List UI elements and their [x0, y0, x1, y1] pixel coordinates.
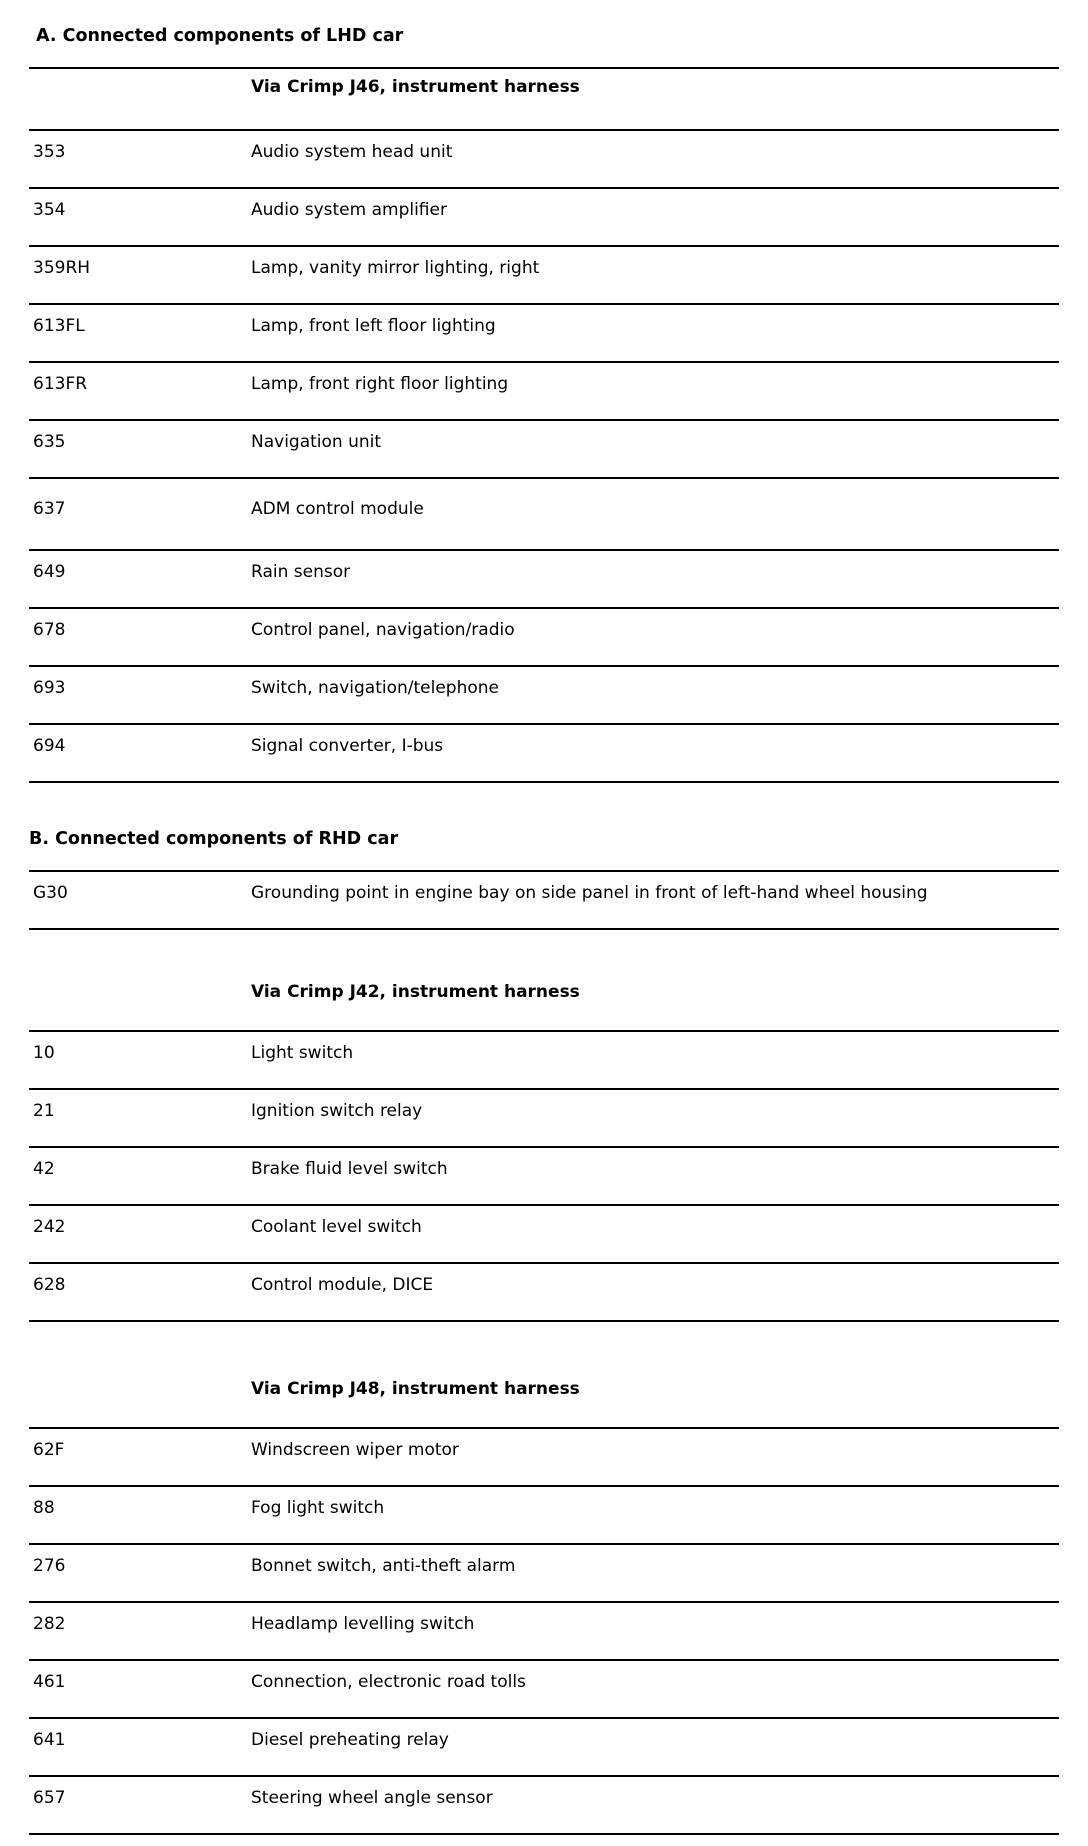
component-description: Diesel preheating relay — [251, 1730, 449, 1750]
table-row — [29, 725, 1059, 783]
table-row — [29, 421, 1059, 479]
component-code: 628 — [33, 1275, 66, 1295]
component-description: Connection, electronic road tolls — [251, 1672, 526, 1692]
table-row — [29, 189, 1059, 247]
group-title-j46: Via Crimp J46, instrument harness — [251, 77, 580, 97]
component-code: 282 — [33, 1614, 66, 1634]
component-code: 649 — [33, 562, 66, 582]
component-code: 657 — [33, 1788, 66, 1808]
group-title-j48: Via Crimp J48, instrument harness — [251, 1379, 580, 1399]
component-code: 62F — [33, 1440, 65, 1460]
component-description: Light switch — [251, 1043, 354, 1063]
table-row — [29, 1487, 1059, 1545]
component-code: 613FL — [33, 316, 85, 336]
section-b-title: B. Connected components of RHD car — [29, 829, 399, 849]
table-row — [29, 1264, 1059, 1322]
component-code: G30 — [33, 883, 68, 903]
table-row — [29, 667, 1059, 725]
table-row — [29, 1206, 1059, 1264]
table-row — [29, 1777, 1059, 1835]
component-description: Fog light switch — [251, 1498, 385, 1518]
component-code: 21 — [33, 1101, 55, 1121]
component-code: 641 — [33, 1730, 66, 1750]
table-header-row — [29, 982, 1059, 1032]
table-row — [29, 1661, 1059, 1719]
component-description: Lamp, front left floor lighting — [251, 316, 496, 336]
component-code: 88 — [33, 1498, 55, 1518]
component-description: Audio system amplifier — [251, 200, 447, 220]
component-code: 10 — [33, 1043, 55, 1063]
table-row — [29, 247, 1059, 305]
component-code: 353 — [33, 142, 66, 162]
table-row — [29, 609, 1059, 667]
component-description: ADM control module — [251, 499, 424, 519]
component-description: Control panel, navigation/radio — [251, 620, 515, 640]
component-description: Lamp, front right floor lighting — [251, 374, 509, 394]
component-description: Switch, navigation/telephone — [251, 678, 499, 698]
component-code: 635 — [33, 432, 66, 452]
component-description: Brake fluid level switch — [251, 1159, 448, 1179]
component-code: 359RH — [33, 258, 91, 278]
component-code: 461 — [33, 1672, 66, 1692]
table-row — [29, 1545, 1059, 1603]
component-description: Audio system head unit — [251, 142, 453, 162]
section-a-title: A. Connected components of LHD car — [36, 26, 404, 46]
table-header-row — [29, 67, 1059, 131]
component-code: 354 — [33, 200, 66, 220]
table-row — [29, 363, 1059, 421]
table-row — [29, 1032, 1059, 1090]
table-header-row — [29, 1379, 1059, 1429]
component-code: 693 — [33, 678, 66, 698]
table-row — [29, 479, 1059, 551]
component-code: 42 — [33, 1159, 55, 1179]
component-description: Bonnet switch, anti-theft alarm — [251, 1556, 516, 1576]
component-description: Windscreen wiper motor — [251, 1440, 459, 1460]
component-code: 694 — [33, 736, 66, 756]
component-code: 637 — [33, 499, 66, 519]
component-description: Control module, DICE — [251, 1275, 434, 1295]
component-description: Navigation unit — [251, 432, 382, 452]
table-row — [29, 551, 1059, 609]
component-code: 613FR — [33, 374, 88, 394]
table-row — [29, 1719, 1059, 1777]
component-description: Rain sensor — [251, 562, 351, 582]
group-j48-table — [29, 1379, 1059, 1835]
table-row — [29, 131, 1059, 189]
table-row — [29, 1090, 1059, 1148]
table-row — [29, 1603, 1059, 1661]
table-row — [29, 1429, 1059, 1487]
table-row — [29, 305, 1059, 363]
component-code: 678 — [33, 620, 66, 640]
component-description: Ignition switch relay — [251, 1101, 423, 1121]
component-description: Steering wheel angle sensor — [251, 1788, 493, 1808]
table-row — [29, 870, 1059, 930]
table-row — [29, 1148, 1059, 1206]
component-description: Headlamp levelling switch — [251, 1614, 475, 1634]
group-j42-table — [29, 982, 1059, 1322]
component-description: Lamp, vanity mirror lighting, right — [251, 258, 540, 278]
component-description: Coolant level switch — [251, 1217, 422, 1237]
component-description: Signal converter, I-bus — [251, 736, 444, 756]
component-code: 276 — [33, 1556, 66, 1576]
section-a-table — [29, 67, 1059, 783]
component-code: 242 — [33, 1217, 66, 1237]
group-title-j42: Via Crimp J42, instrument harness — [251, 982, 580, 1002]
section-b-table — [29, 870, 1059, 930]
component-description: Grounding point in engine bay on side panel in front of left-hand wheel housing — [251, 883, 928, 903]
